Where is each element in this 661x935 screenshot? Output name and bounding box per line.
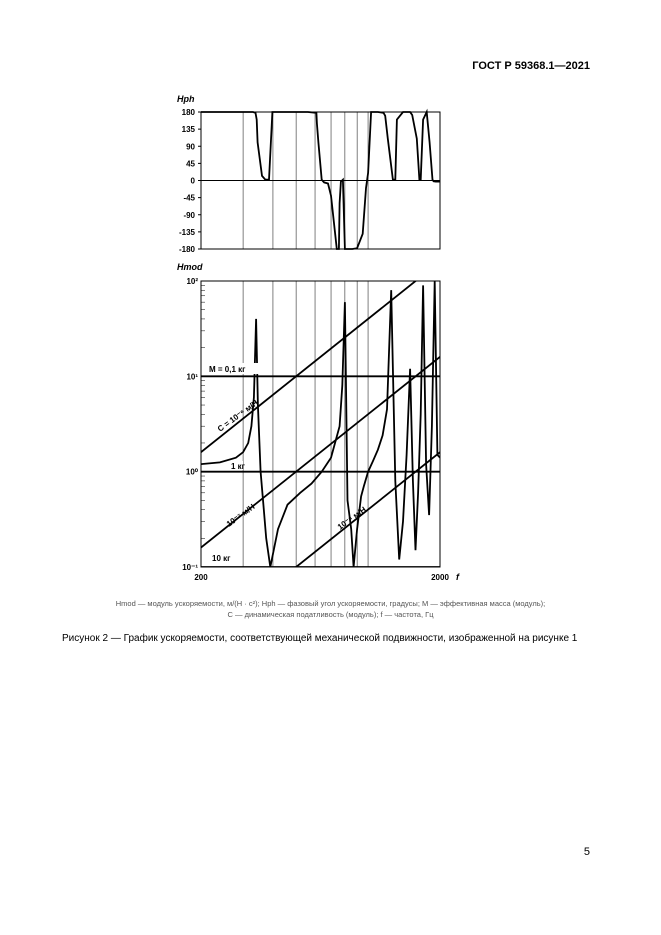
legend-line-2: C — динамическая податливость (модуль); f — частота, Гц <box>227 610 434 619</box>
phase-axis-label: Hph <box>177 94 195 104</box>
phase-ytick-label: 90 <box>186 142 195 152</box>
magnitude-xtick-label: 200 <box>194 573 208 582</box>
phase-ytick-label: 135 <box>181 125 195 135</box>
figure-title: Рисунок 2 — График ускоряемости, соответствующей механической подвижности, изображенной на рисунке 1 <box>62 633 578 644</box>
phase-ytick-label: -180 <box>178 245 195 254</box>
magnitude-plot <box>177 262 460 600</box>
compliance-label-8: 10⁻⁸ м/Н <box>335 504 368 532</box>
magnitude-lines <box>201 262 440 600</box>
phase-ytick-label: 0 <box>190 176 195 186</box>
phase-ytick-label: 180 <box>181 108 195 117</box>
document-header: ГОСТ Р 59368.1—2021 <box>472 60 590 72</box>
compliance-label-6: C = 10⁻⁶ м/Н <box>215 398 260 434</box>
phase-ytick-label: -45 <box>183 193 195 203</box>
figure-legend <box>60 598 601 620</box>
compliance-reference-line <box>201 262 440 453</box>
phase-ytick-label: -90 <box>183 210 195 220</box>
magnitude-ytick-label: 10¹ <box>186 372 198 382</box>
compliance-label-7: 10⁻⁷ м/Н <box>224 502 257 529</box>
phase-ytick-label: -135 <box>178 227 195 237</box>
magnitude-xaxis-label: f <box>456 572 459 582</box>
phase-ytick-label: 45 <box>186 159 195 169</box>
phase-plot <box>177 94 440 254</box>
magnitude-axis-label: Hmod <box>177 262 203 272</box>
magnitude-ytick-label: 10⁻¹ <box>182 563 198 572</box>
mass-label-10: 10 кг <box>212 554 231 563</box>
mass-label-1: 1 кг <box>231 462 246 471</box>
magnitude-ytick-label: 10² <box>186 277 198 286</box>
legend-line-1: Hmod — модуль ускоряемости, м/(Н · с²); Hph — фазовый угол ускоряемости, градусы; M — эффективная масса (модуль); <box>115 599 546 608</box>
magnitude-ytick-label: 10⁰ <box>185 467 198 477</box>
mass-label-01: M = 0,1 кг <box>209 365 246 374</box>
page-number: 5 <box>583 846 590 858</box>
magnitude-xtick-label: 2000 <box>431 573 449 582</box>
